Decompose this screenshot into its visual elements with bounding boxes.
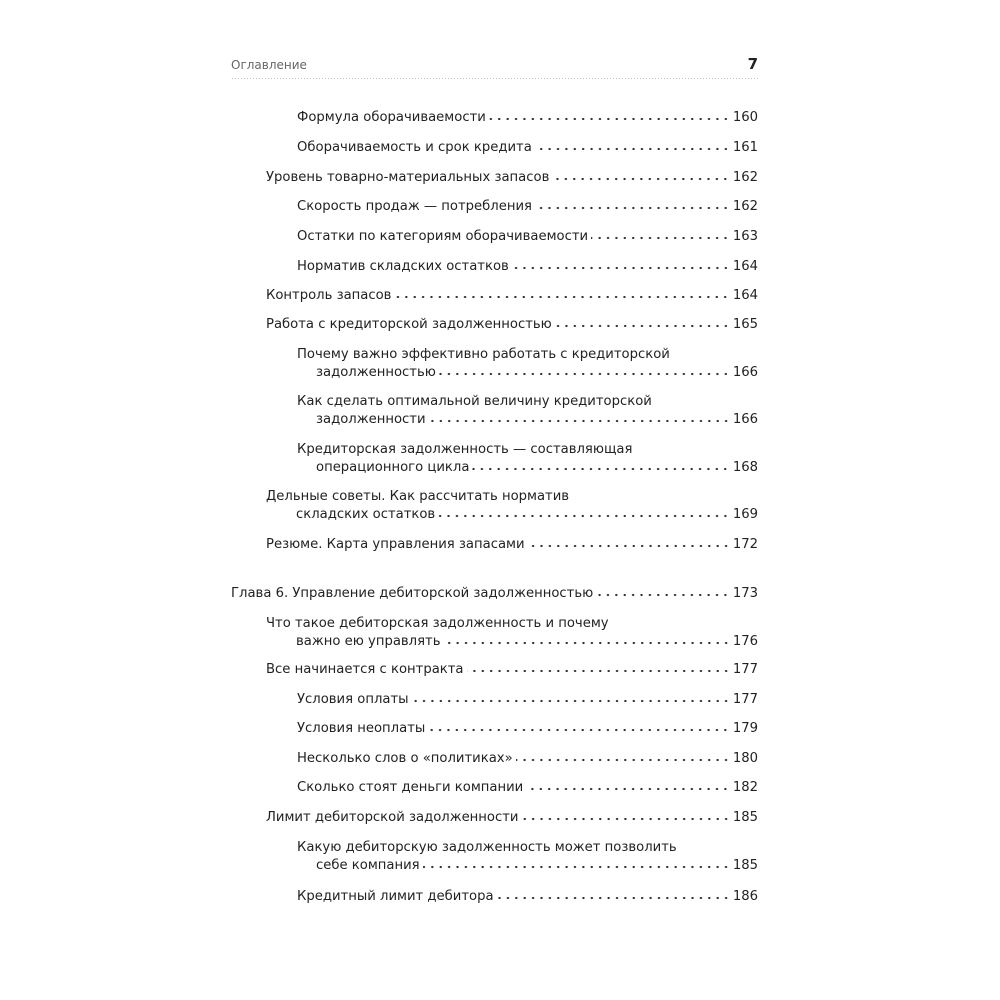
dot-leader: [423, 859, 730, 869]
toc-entry-page: 164: [732, 288, 758, 303]
toc-entry-title: Сколько стоят деньги компании: [297, 780, 524, 795]
toc-entry: [266, 316, 758, 334]
toc-entry: [266, 536, 758, 554]
toc-entry: [297, 888, 758, 906]
toc-entry: [297, 393, 758, 429]
page-number: 7: [747, 55, 758, 73]
toc-entry-title: задолженностью: [316, 365, 436, 380]
toc-entry: [266, 809, 758, 827]
dot-leader: [497, 890, 730, 900]
toc-entry: [266, 661, 758, 679]
toc-entry-title: задолженности: [316, 412, 426, 427]
toc-entry-title: себе компания: [316, 858, 420, 873]
toc-entry: [266, 287, 758, 305]
toc-entry-page: 176: [732, 634, 758, 649]
dot-leader: [444, 635, 730, 645]
toc-entry-title: Резюме. Карта управления запасами: [266, 537, 525, 552]
toc-entry-title-line1: Какую дебиторскую задолженность может позволить: [297, 840, 677, 855]
dot-leader: [412, 693, 730, 703]
toc-entry-page: 160: [732, 110, 758, 125]
dot-leader: [596, 587, 730, 597]
toc-entry-page: 162: [732, 170, 758, 185]
toc-entry-page: 186: [732, 889, 758, 904]
toc-entry-title-line1: Кредиторская задолженность — составляющая: [297, 442, 633, 457]
toc-entry-page: 177: [732, 692, 758, 707]
toc-entry-title: Все начинается с контракта: [266, 662, 464, 677]
toc-entry-title: Остатки по категориям оборачиваемости: [297, 229, 589, 244]
toc-entry-page: 180: [732, 751, 758, 766]
toc-entry: [297, 779, 758, 797]
toc-entry-title: Скорость продаж — потребления: [297, 199, 532, 214]
toc-entry-title-line1: Дельные советы. Как рассчитать норматив: [266, 489, 570, 504]
toc-entry-title: Уровень товарно-материальных запасов: [266, 170, 550, 185]
toc-entry-page: 179: [732, 721, 758, 736]
dot-leader: [429, 413, 730, 423]
toc-entry: [297, 839, 758, 875]
toc-entry: [297, 441, 758, 477]
toc-entry-page: 164: [732, 259, 758, 274]
toc-entry-page: 162: [732, 199, 758, 214]
toc-entry-page: 185: [732, 858, 758, 873]
dot-leader: [438, 508, 730, 518]
toc-entry-page: 168: [732, 460, 758, 475]
toc-entry-title: Работа с кредиторской задолженностью: [266, 317, 552, 332]
toc-entry: [297, 258, 758, 276]
toc-entry-title: складских остатков: [296, 507, 436, 522]
dot-leader: [394, 289, 729, 299]
dot-leader: [555, 318, 730, 328]
toc-entry-page: 165: [732, 317, 758, 332]
toc-entry-title: операционного цикла: [316, 460, 470, 475]
toc-entry-page: 173: [732, 586, 758, 601]
toc-entry-page: 172: [732, 537, 758, 552]
toc-entry-page: 161: [732, 140, 758, 155]
toc-entry: [297, 750, 758, 768]
toc-entry-title: важно ею управлять: [296, 634, 441, 649]
toc-entry-page: 177: [732, 662, 758, 677]
dot-leader: [528, 538, 730, 548]
dot-leader: [526, 781, 730, 791]
toc-entry-page: 166: [732, 365, 758, 380]
toc-entry: [297, 228, 758, 246]
toc-entry: [297, 139, 758, 157]
toc-entry: [266, 488, 758, 524]
toc-entry-page: 182: [732, 780, 758, 795]
dot-leader: [516, 752, 730, 762]
toc-entry: [266, 169, 758, 187]
dot-leader: [489, 111, 730, 121]
toc-entry-page: 166: [732, 412, 758, 427]
dot-leader: [535, 200, 730, 210]
toc-entry: [297, 720, 758, 738]
toc-entry: [297, 109, 758, 127]
header-divider: [231, 78, 758, 79]
dot-leader: [591, 230, 730, 240]
toc-entry: [297, 198, 758, 216]
dot-leader: [467, 663, 730, 673]
running-header-title: Оглавление: [231, 58, 307, 72]
dot-leader: [428, 722, 730, 732]
toc-entry-page: 185: [732, 810, 758, 825]
toc-entry-page: 169: [732, 507, 758, 522]
toc-entry-title: Формула оборачиваемости: [297, 110, 486, 125]
dot-leader: [439, 366, 730, 376]
toc-entry-title-line1: Как сделать оптимальной величину кредиторской: [297, 394, 652, 409]
toc-entry-title: Условия неоплаты: [297, 721, 426, 736]
toc-entry-title: Кредитный лимит дебитора: [297, 889, 494, 904]
toc-entry-title: Оборачиваемость и срок кредита: [297, 140, 532, 155]
toc-entry-title: Несколько слов о «политиках»: [297, 751, 513, 766]
toc-entry-title: Глава 6. Управление дебиторской задолженностью: [231, 586, 594, 601]
toc-entry-title-line1: Что такое дебиторская задолженность и почему: [266, 616, 609, 631]
dot-leader: [512, 260, 730, 270]
toc-entry: [297, 691, 758, 709]
toc-entry: [297, 346, 758, 382]
dot-leader: [552, 171, 729, 181]
toc-entry-title: Условия оплаты: [297, 692, 409, 707]
toc-entry: [266, 615, 758, 651]
dot-leader: [472, 461, 729, 471]
toc-chapter-entry: [231, 585, 758, 603]
toc-entry-title-line1: Почему важно эффективно работать с кредиторской: [297, 347, 670, 362]
dot-leader: [535, 141, 730, 151]
toc-entry-title: Норматив складских остатков: [297, 259, 509, 274]
toc-entry-title: Лимит дебиторской задолженности: [266, 810, 519, 825]
toc-entry-title: Контроль запасов: [266, 288, 392, 303]
dot-leader: [522, 811, 730, 821]
toc-entry-page: 163: [732, 229, 758, 244]
